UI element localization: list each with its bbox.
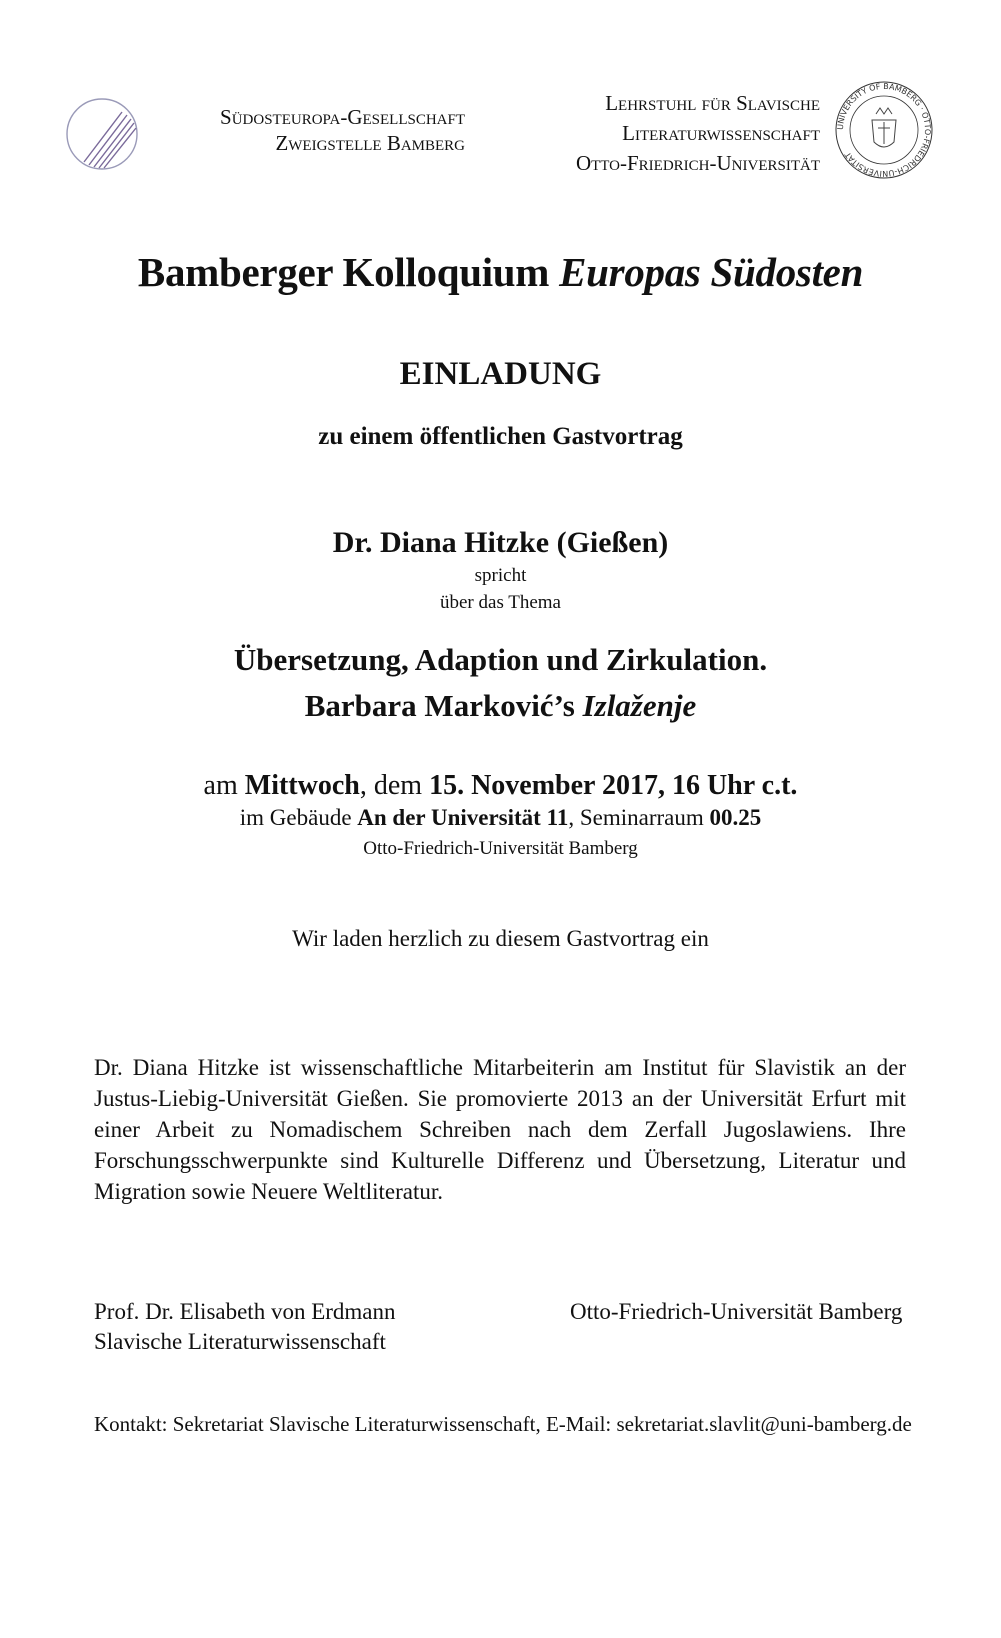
right-org-line2: Literaturwissenschaft (622, 121, 820, 145)
date-dem: , dem (359, 770, 423, 801)
speaker-bio: Dr. Diana Hitzke ist wissenschaftliche Mitarbeiterin am Institut für Slavistik an der Justus-Liebig-Universität Gießen. Sie promovierte 2013 an der Universität Erfurt mit einer Arbeit zu Nomadischem Schreiben nach dem Zerfall Jugoslawiens. Ihre Forschungsschwerpunkte sind Kulturelle Differenz und Übersetzung, Literatur und Migration sowie Neuere Weltliteratur. (94, 1055, 906, 1204)
venue-building: An der Universität 11 (357, 805, 569, 830)
date-weekday: Mittwoch (244, 770, 360, 801)
left-org-line2: Zweigstelle Bamberg (275, 131, 465, 155)
series-title: Europas Südosten (559, 249, 864, 295)
topic-title-line2 (0, 688, 1001, 724)
topic-line2-prefix: Barbara Marković’s (304, 688, 575, 723)
speaker-name: Dr. Diana Hitzke (Gießen) (332, 526, 669, 559)
topic-title-line1: Übersetzung, Adaption und Zirkulation. (233, 642, 768, 677)
university-seal (834, 80, 934, 180)
right-org-line1: Lehrstuhl für Slavische (605, 91, 820, 115)
right-org-line3: Otto-Friedrich-Universität (575, 151, 820, 175)
topic-label: über das Thema (440, 592, 561, 613)
welcome-text: Wir laden herzlich zu diesem Gastvortrag ein (292, 926, 709, 951)
seal-text: UNIVERSITY OF BAMBERG · OTTO-FRIEDRICH-UNIVERSITÄT (835, 81, 933, 179)
right-organization (480, 88, 820, 178)
speaks-label: spricht (474, 565, 527, 586)
topic-line2-italic: Izlaženje (582, 688, 697, 723)
date-main: 15. November 2017, 16 Uhr c.t. (429, 770, 798, 801)
venue-room: 00.25 (709, 805, 762, 830)
invitation-heading: EINLADUNG (399, 356, 602, 392)
signature-right (570, 1297, 902, 1327)
left-org-line1: Südosteuropa-Gesellschaft (220, 105, 465, 129)
signature-university: Otto-Friedrich-Universität Bamberg (570, 1299, 903, 1324)
event-venue (0, 805, 1001, 831)
colloquium-title (0, 248, 1001, 296)
southeast-europe-society-logo (64, 96, 140, 172)
venue-university: Otto-Friedrich-Universität Bamberg (363, 838, 638, 859)
series-prefix: Bamberger Kolloquium (137, 249, 550, 295)
event-date (0, 770, 1001, 802)
invitation-subheading: zu einem öffentlichen Gastvortrag (318, 423, 683, 450)
contact-line: Kontakt: Sekretariat Slavische Literaturwissenschaft, E-Mail: sekretariat.slavlit@uni-bamberg.de (94, 1412, 912, 1436)
left-organization (150, 104, 465, 156)
date-am: am (203, 770, 238, 801)
signature-department: Slavische Literaturwissenschaft (94, 1329, 386, 1354)
signature-name: Prof. Dr. Elisabeth von Erdmann (94, 1299, 396, 1324)
venue-prefix: im Gebäude (239, 805, 352, 830)
venue-room-prefix: , Seminarraum (568, 805, 704, 830)
signature-left (94, 1297, 396, 1357)
